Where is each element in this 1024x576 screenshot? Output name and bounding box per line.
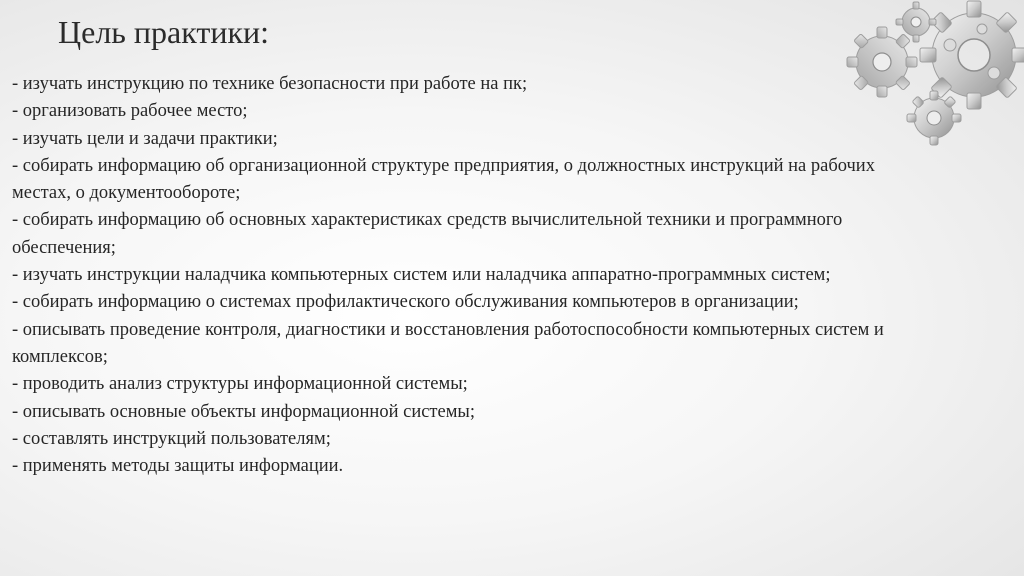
slide-title: Цель практики: bbox=[58, 14, 269, 50]
list-item: - изучать цели и задачи практики; bbox=[12, 128, 278, 149]
list-item: - проводить анализ структуры информационной системы; bbox=[12, 374, 468, 395]
list-item: - изучать инструкцию по технике безопасности при работе на пк; bbox=[12, 74, 528, 94]
list-item: - описывать основные объекты информационной системы; bbox=[12, 401, 476, 422]
list-item: - составлять инструкций пользователям; bbox=[12, 428, 331, 449]
list-item: - изучать инструкции наладчика компьютерных систем или наладчика аппаратно-программных систем; bbox=[12, 265, 831, 286]
goals-list bbox=[12, 71, 912, 480]
list-item: - собирать информацию об основных характеристиках средств вычислительной техники и программного обеспечения; bbox=[12, 210, 843, 258]
list-item: - описывать проведение контроля, диагностики и восстановления работоспособности компьютерных систем и комплексов; bbox=[12, 319, 884, 367]
list-item: - собирать информацию об организационной структуре предприятия, о должностных инструкций на рабочих местах, о документообороте; bbox=[12, 155, 875, 204]
list-item: - собирать информацию о системах профилактического обслуживания компьютеров в организации; bbox=[12, 292, 799, 313]
list-item: - организовать рабочее место; bbox=[12, 101, 248, 122]
list-item: - применять методы защиты информации. bbox=[12, 456, 344, 477]
